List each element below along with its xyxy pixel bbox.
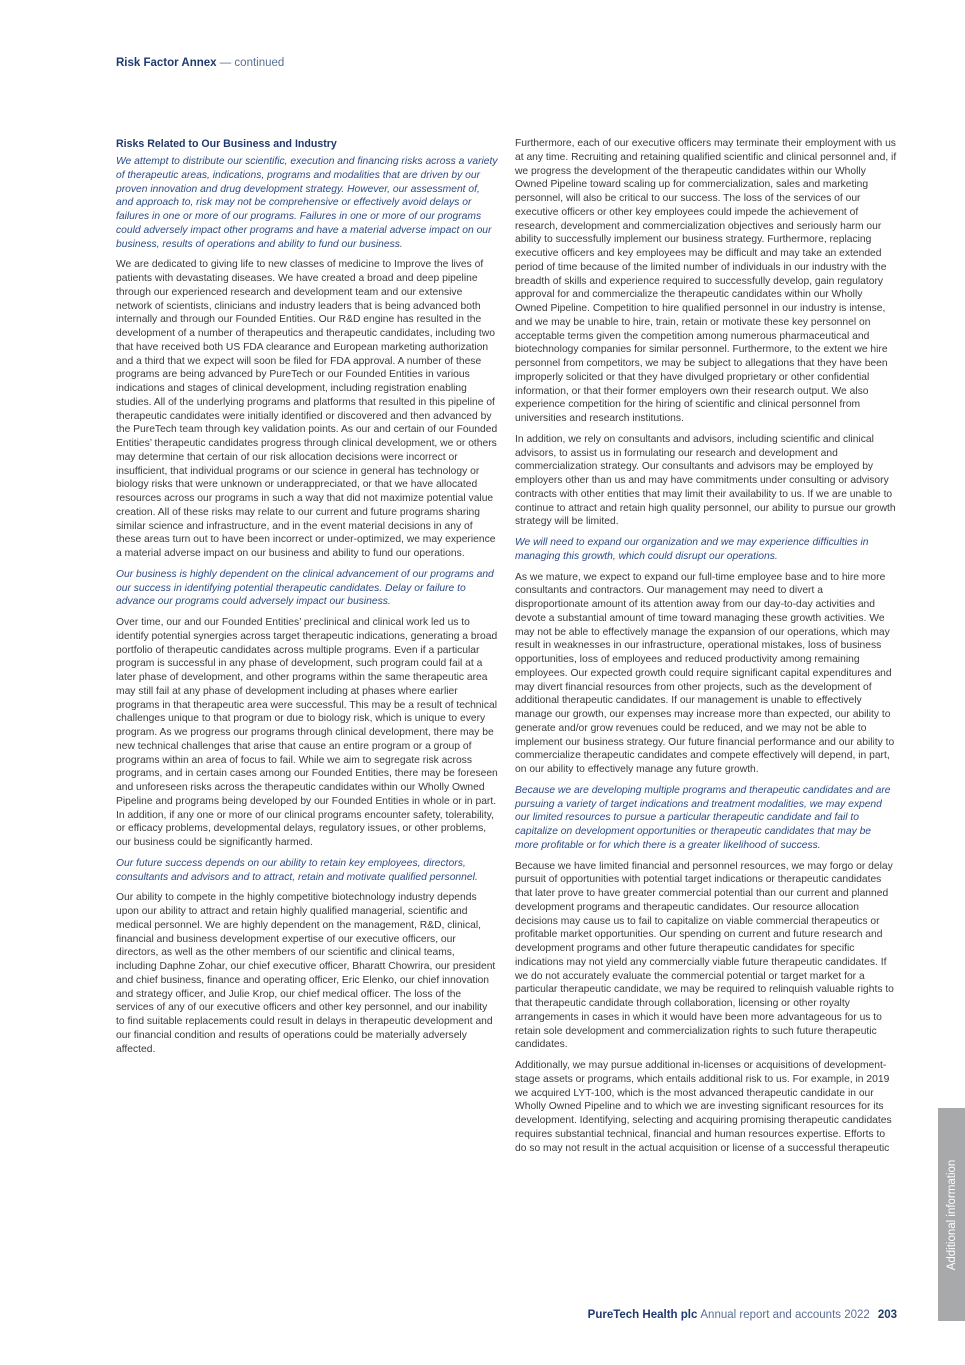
page-footer bbox=[588, 1309, 897, 1321]
header-section-title: Risk Factor Annex bbox=[116, 57, 217, 69]
right-column bbox=[515, 137, 897, 1162]
page-number: 203 bbox=[877, 1309, 897, 1321]
right-paragraphs bbox=[515, 137, 897, 1155]
risk-subheading: We attempt to distribute our scientific, execution and financing risks across a variety of therapeutic areas, indications, programs and modalities that are driven by our proven innovation and drug development strategy. However, our assessment of, and approach to, risk may not be comprehensive or effectively avoid delays or failures in one or more of our programs. Failures in one or more of our programs could adversely impact other programs and have a material adverse impact on our business, results of operations and ability to fund our business. bbox=[116, 156, 498, 250]
body-paragraph: We are dedicated to giving life to new classes of medicine to Improve the lives of patients with devastating diseases. We have created a broad and deep pipeline through our experienced research and development team and our extensive network of scientists, clinicians and industry leaders that is being advanced both internally and through our Founded Entities. Our R&D engine has resulted in the development of a number of therapeutics and therapeutic candidates, including two that have received both US FDA clearance and European marketing authorization and a third that we expect will soon be filed for FDA approval. A number of these programs are being advanced by PureTech or our Founded Entities in various indications and stages of clinical development, including registration enabling studies. All of the underlying programs and platforms that resulted in this pipeline of therapeutic candidates were initially identified or discovered and then advanced by the PureTech team through key validation points. As our and certain of our Founded Entities’ therapeutic candidates progress through clinical development, we or others may determine that certain of our risk allocation decisions were incorrect or insufficient, that individual programs or our science in general has technology or biology risks that were unknown or underappreciated, or that we have allocated resources across our programs in such a way that did not maximize potential value creation. All of these risks may relate to our current and future programs sharing similar science and infrastructure, and in the event material decisions in any of these areas turn out to have been incorrect or under-optimized, we may experience a material adverse impact on our business and ability to fund our operations. bbox=[116, 259, 498, 559]
body-paragraph: Additionally, we may pursue additional in-licenses or acquisitions of development-stage assets or programs, which entails additional risk to us. For example, in 2019 we acquired LYT-100, which is the most advanced therapeutic candidate in our Wholly Owned Pipeline and to which we are investing significant resources for its development. Identifying, selecting and acquiring promising therapeutic candidates requires substantial technical, financial and human resources expertise. Efforts to do so may not result in the actual acquisition or license of a successful therapeutic bbox=[515, 1060, 892, 1154]
risk-subheading: Because we are developing multiple programs and therapeutic candidates and are pursuing a variety of target indications and treatment modalities, we may expend our limited resources to pursue a particular therapeutic candidate and fail to capitalize on development opportunities or therapeutic candidates that may be more profitable or for which there is a greater likelihood of success. bbox=[515, 784, 891, 851]
side-tab-label: Additional information bbox=[945, 1159, 958, 1270]
body-paragraph: Over time, our and our Founded Entities’ preclinical and clinical work led us to identify potential synergies across target therapeutic indications, generating a broad portfolio of therapeutic candidates across multiple programs. Even if a particular program is successful in any phase of development, such program could fail at a later phase of development, and other programs within the same therapeutic area may still fail at any phase of development including at phases where earlier programs in that therapeutic area were successful. This may be a result of technical challenges unique to that program or due to biology risk, which is unique to every program. As we progress our programs through clinical development, there may be new technical challenges that arise that cause an entire program or a group of programs within an area of focus to fail. While we aim to segregate risk across programs, and in certain cases among our Founded Entities, there may be foreseen and unforeseen risks across the therapeutic candidates within our Wholly Owned Pipeline and programs being developed by our Founded Entities in whole or in part. In addition, if any one or more of our clinical programs encounter safety, tolerability, or efficacy problems, developmental delays, regulatory issues, or other problems, our business could be significantly harmed. bbox=[116, 617, 498, 848]
body-paragraph: Furthermore, each of our executive officers may terminate their employment with us at any time. Recruiting and retaining qualified scientific and clinical personnel and, if we progress the development of the therapeutic candidates within our Wholly Owned Pipeline toward scaling up for commercialization, sales and marketing personnel, will also be critical to our success. The loss of the services of our executive officers or other key employees could impede the achievement of research, development and commercialization objectives and seriously harm our ability to successfully implement our business strategy. Furthermore, replacing executive officers and key employees may be difficult and may take an extended period of time because of the limited number of individuals in our industry with the breadth of skills and experience required to successfully develop, gain regulatory approval for and commercialize the therapeutic candidates within our Wholly Owned Pipeline. Competition to hire qualified personnel in our industry is intense, and we may be unable to hire, train, retain or motivate these key personnel on acceptable terms given the competition among numerous pharmaceutical and biotechnology companies for similar personnel. Furthermore, to the extent we hire personnel from competitors, we may be subject to allegations that they have been improperly solicited or that they have divulged proprietary or other confidential information, or that their former employers own their research output. We also experience competition for the hiring of scientific and clinical personnel from universities and research institutions. bbox=[515, 138, 897, 424]
risk-subheading: Our business is highly dependent on the clinical advancement of our programs and our success in identifying potential therapeutic candidates. Delay or failure to advance our programs could adversely impact our business. bbox=[116, 568, 494, 608]
running-header bbox=[116, 57, 284, 69]
risk-subheading: Our future success depends on our ability to retain key employees, directors, consultants and advisors and to attract, retain and motivate qualified personnel. bbox=[116, 857, 478, 883]
risk-subheading: We will need to expand our organization and we may experience difficulties in managing this growth, which could disrupt our operations. bbox=[515, 537, 869, 562]
body-paragraph: Our ability to compete in the highly competitive biotechnology industry depends upon our ability to attract and retain highly qualified managerial, scientific and medical personnel. We are highly dependent on the management, R&D, clinical, financial and business development expertise of our executive officers, our directors, as well as the other members of our scientific and clinical teams, including Daphne Zohar, our chief executive officer, Bharatt Chowrira, our president and chief business, finance and operating officer, Eric Elenko, our chief innovation and strategy officer, and Julie Krop, our chief medical officer. The loss of the services of any of our executive officers and other key personnel, and our inability to find suitable replacements could result in delays in therapeutic development and our financial condition and results of operations could be materially adversely affected. bbox=[116, 892, 496, 1055]
footer-company: PureTech Health plc bbox=[587, 1309, 698, 1321]
body-paragraph: As we mature, we expect to expand our full-time employee base and to hire more consultants and contractors. Our management may need to divert a disproportionate amount of its attention away from our day-to-day activities and devote a substantial amount of time toward managing these growth activities. We may not be able to effectively manage the expansion of our operations, which may result in weaknesses in our infrastructure, operational mistakes, loss of business opportunities, loss of employees and reduced productivity among remaining employees. Our expected growth could require significant capital expenditures and may divert financial resources from other projects, such as the development of additional therapeutic candidates. If our management is unable to effectively manage our growth, our expenses may increase more than expected, our ability to generate and/or grow revenues could be reduced, and we may not be able to implement our business strategy. Our future financial performance and our ability to commercialize therapeutic candidates and compete effectively will depend, in part, on our ability to effectively manage any future growth. bbox=[515, 571, 895, 775]
left-paragraphs bbox=[116, 155, 498, 1056]
header-continued: — continued bbox=[216, 57, 285, 69]
body-paragraph: In addition, we rely on consultants and advisors, including scientific and clinical advisors, to assist us in formulating our research and development and commercialization strategy. Our consultants and advisors may be employed by employers other than us and may have commitments under consulting or advisory contracts with other entities that may limit their availability to us. If we are unable to continue to attract and retain high quality personnel, our ability to pursue our growth strategy will be limited. bbox=[515, 433, 896, 528]
left-column bbox=[116, 137, 498, 1063]
section-heading: Risks Related to Our Business and Industry bbox=[116, 138, 337, 150]
body-paragraph: Because we have limited financial and personnel resources, we may forgo or delay pursuit of opportunities with potential target indications or therapeutic candidates that later prove to have greater commercial potential than our current and planned development programs and therapeutic candidates. Our resource allocation decisions may cause us to fail to capitalize on viable commercial therapeutics or profitable market opportunities. Our spending on current and future research and development programs and other future therapeutic candidates for specific indications may not yield any commercially viable future therapeutic candidates. If we do not accurately evaluate the commercial potential or target market for a particular therapeutic candidate, we may be required to relinquish valuable rights to that therapeutic candidate through collaboration, licensing or other royalty arrangements in cases in which it would have been more advantageous for us to retain sole development and commercialization rights to such future therapeutic candidates. bbox=[515, 860, 894, 1051]
side-tab bbox=[938, 1108, 965, 1321]
footer-report-title: Annual report and accounts 2022 bbox=[700, 1309, 870, 1321]
